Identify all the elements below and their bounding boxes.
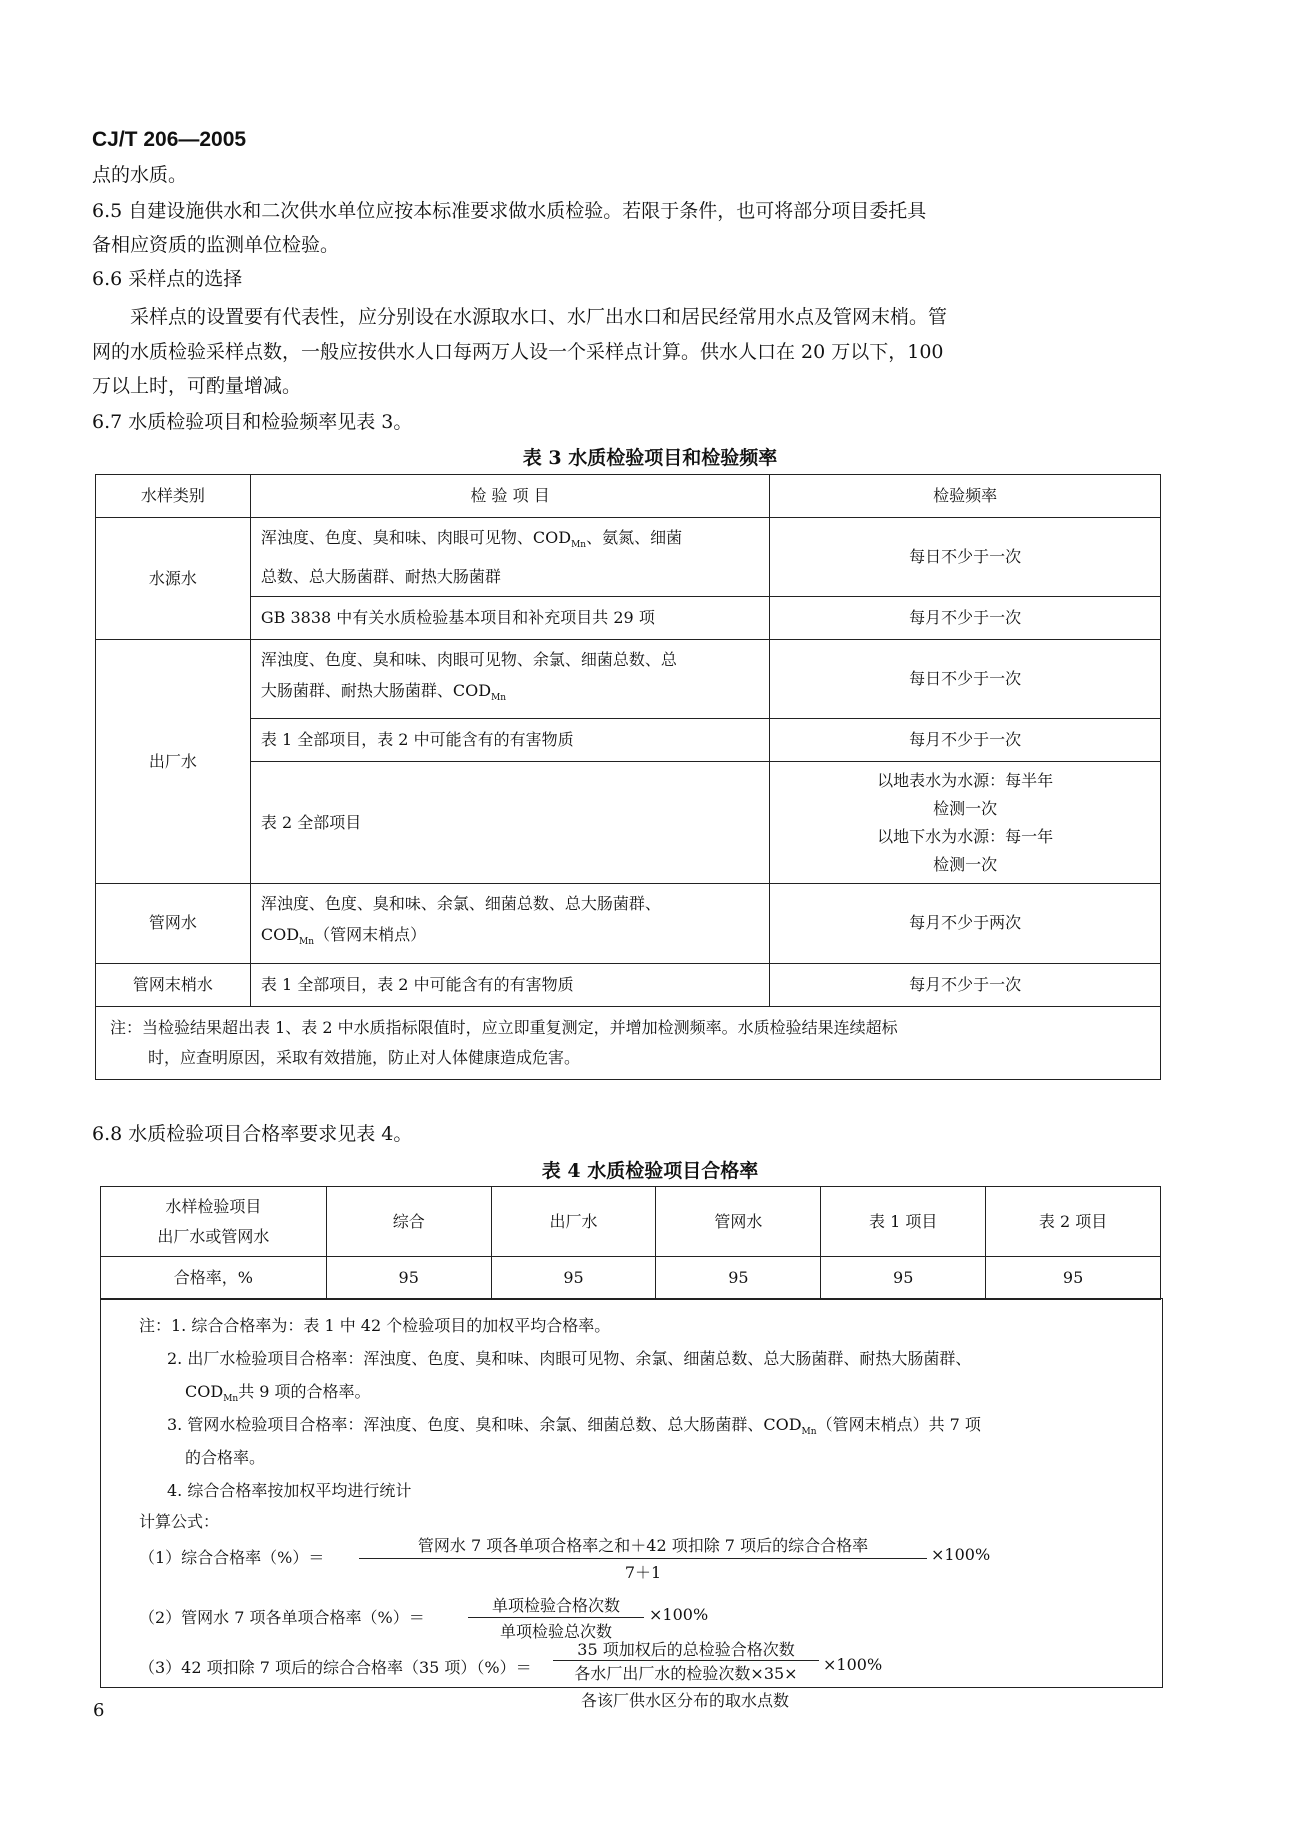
freq-line: 以地表水为水源：每半年 — [877, 770, 1054, 790]
table-header-row — [101, 1187, 1161, 1257]
items-text: 浑浊度、色度、臭和味、肉眼可见物、余氯、细菌总数、总 — [260, 650, 677, 670]
note-line — [167, 1412, 981, 1437]
frequency-cell: 每月不少于一次 — [770, 719, 1161, 762]
items-cell: 表 1 全部项目，表 2 中可能含有的有害物质 — [250, 719, 770, 762]
formula-1-denominator: 7＋1 — [624, 1563, 662, 1582]
header-line: 水样检验项目 — [165, 1196, 262, 1216]
value-cell: 95 — [986, 1257, 1161, 1300]
category-source-water: 水源水 — [96, 518, 251, 640]
note-line: 时，应查明原因，采取有效措施，防止对人体健康造成危害。 — [148, 1047, 581, 1067]
items-cell — [250, 884, 770, 963]
formula-2-numerator: 单项检验合格次数 — [491, 1596, 620, 1615]
frequency-cell: 每日不少于一次 — [770, 640, 1161, 719]
formula-1-numerator: 管网水 7 项各单项合格率之和＋42 项扣除 7 项后的综合合格率 — [417, 1536, 869, 1555]
items-text: COD — [260, 925, 300, 945]
table-4-notes — [100, 1298, 1163, 1688]
header-table2-items: 表 2 项目 — [986, 1187, 1161, 1257]
items-text: 浑浊度、色度、臭和味、余氯、细菌总数、总大肠菌群、 — [260, 894, 661, 914]
header-network: 管网水 — [656, 1187, 821, 1257]
formula-2-label: （2）管网水 7 项各单项合格率（%）＝ — [139, 1608, 425, 1627]
items-cell: 表 1 全部项目，表 2 中可能含有的有害物质 — [250, 963, 770, 1006]
table-row — [96, 597, 1161, 640]
formula-2-denominator: 单项检验总次数 — [499, 1622, 612, 1641]
header-category: 水样类别 — [96, 475, 251, 518]
value-cell: 95 — [821, 1257, 986, 1300]
subscript: Mn — [491, 693, 507, 704]
note-line: 注：1. 综合合格率为：表 1 中 42 个检验项目的加权平均合格率。 — [139, 1316, 611, 1335]
header-plant: 出厂水 — [491, 1187, 656, 1257]
subscript: Mn — [299, 937, 315, 948]
note-line: 4. 综合合格率按加权平均进行统计 — [167, 1481, 412, 1500]
frequency-cell — [770, 762, 1161, 884]
cod-text: COD — [185, 1382, 224, 1401]
table-row — [101, 1257, 1161, 1300]
section-6-6-heading: 6.6 采样点的选择 — [92, 268, 243, 290]
freq-line: 检测一次 — [933, 854, 998, 874]
standard-number: CJ/T 206—2005 — [92, 128, 247, 151]
table-4-caption: 表 4 水质检验项目合格率 — [541, 1160, 759, 1182]
formula-3-label: （3）42 项扣除 7 项后的综合合格率（35 项）（%）＝ — [139, 1658, 532, 1677]
formula-3-numerator: 35 项加权后的总检验合格次数 — [577, 1640, 795, 1659]
table-3-caption: 表 3 水质检验项目和检验频率 — [522, 447, 778, 469]
frequency-cell: 每日不少于一次 — [770, 518, 1161, 597]
formula-3-tail: ×100% — [823, 1655, 883, 1674]
formula-heading: 计算公式： — [139, 1512, 220, 1531]
table-row — [96, 884, 1161, 963]
note-text: （管网末梢点）共 7 项 — [816, 1415, 981, 1434]
note-text: 共 9 项的合格率。 — [238, 1382, 371, 1401]
note-line: 的合格率。 — [185, 1448, 266, 1467]
table-3-note — [96, 1006, 1161, 1079]
subscript: Mn — [571, 540, 587, 551]
subscript: Mn — [223, 1394, 239, 1405]
table-row — [96, 963, 1161, 1006]
header-first — [101, 1187, 327, 1257]
table-header-row — [96, 475, 1161, 518]
paragraph-line: 点的水质。 — [92, 164, 188, 186]
items-text: 浑浊度、色度、臭和味、肉眼可见物、COD — [260, 528, 572, 547]
value-cell: 95 — [491, 1257, 656, 1300]
items-text: 总数、总大肠菌群、耐热大肠菌群 — [260, 567, 501, 587]
formula-3-subdenominator: 各该厂供水区分布的取水点数 — [580, 1691, 789, 1710]
items-cell: GB 3838 中有关水质检验基本项目和补充项目共 29 项 — [250, 597, 770, 640]
paragraph-6-8: 6.8 水质检验项目合格率要求见表 4。 — [92, 1123, 413, 1145]
note-line: 2. 出厂水检验项目合格率：浑浊度、色度、臭和味、肉眼可见物、余氯、细菌总数、总大肠菌群、耐热大肠菌群、 — [167, 1349, 972, 1368]
items-text: 、氨氮、细菌 — [586, 528, 683, 547]
frequency-cell: 每月不少于一次 — [770, 597, 1161, 640]
paragraph-6-7: 6.7 水质检验项目和检验频率见表 3。 — [92, 411, 413, 433]
table-row — [96, 640, 1161, 719]
table-row — [96, 518, 1161, 597]
page-number: 6 — [93, 1700, 105, 1721]
note-text: 3. 管网水检验项目合格率：浑浊度、色度、臭和味、余氯、细菌总数、总大肠菌群、COD — [167, 1415, 802, 1434]
items-text: 大肠菌群、耐热大肠菌群、COD — [260, 681, 492, 701]
formula-3-denominator: 各水厂出厂水的检验次数×35× — [574, 1664, 798, 1683]
items-cell — [250, 518, 770, 597]
table-4 — [100, 1186, 1161, 1300]
category-network-water: 管网水 — [96, 884, 251, 963]
paragraph-line: 网的水质检验采样点数，一般应按供水人口每两万人设一个采样点计算。供水人口在 20 万以下，100 — [92, 341, 944, 363]
items-cell: 表 2 全部项目 — [250, 762, 770, 884]
paragraph-line: 采样点的设置要有代表性，应分别设在水源取水口、水厂出水口和居民经常用水点及管网末梢。管 — [130, 306, 948, 328]
items-cell — [250, 640, 770, 719]
value-cell: 95 — [656, 1257, 821, 1300]
items-text: （管网末梢点） — [314, 925, 427, 945]
header-table1-items: 表 1 项目 — [821, 1187, 986, 1257]
header-overall: 综合 — [326, 1187, 491, 1257]
note-line — [185, 1379, 371, 1404]
table-row — [96, 762, 1161, 884]
paragraph-6-5: 6.5 自建设施供水和二次供水单位应按本标准要求做水质检验。若限于条件，也可将部分项目委托具 — [92, 200, 927, 222]
paragraph-line: 备相应资质的监测单位检验。 — [92, 234, 340, 256]
header-line: 出厂水或管网水 — [157, 1226, 270, 1246]
category-network-end-water: 管网末梢水 — [96, 963, 251, 1006]
formula-1-tail: ×100% — [931, 1545, 991, 1564]
table-row — [96, 719, 1161, 762]
header-items: 检 验 项 目 — [250, 475, 770, 518]
formula-2-tail: ×100% — [649, 1605, 709, 1624]
paragraph-line: 万以上时，可酌量增减。 — [92, 375, 302, 397]
table-3 — [95, 474, 1161, 1080]
header-frequency: 检验频率 — [770, 475, 1161, 518]
table-note-row — [96, 1006, 1161, 1079]
value-cell: 95 — [326, 1257, 491, 1300]
frequency-cell: 每月不少于一次 — [770, 963, 1161, 1006]
freq-line: 检测一次 — [933, 798, 998, 818]
category-plant-water: 出厂水 — [96, 640, 251, 884]
subscript: Mn — [801, 1427, 817, 1438]
row-label: 合格率，% — [101, 1257, 327, 1300]
freq-line: 以地下水为水源：每一年 — [877, 826, 1054, 846]
note-line: 注：当检验结果超出表 1、表 2 中水质指标限值时，应立即重复测定，并增加检测频率。水质检验结果连续超标 — [110, 1017, 898, 1037]
frequency-cell: 每月不少于两次 — [770, 884, 1161, 963]
formula-1-label: （1）综合合格率（%）＝ — [139, 1548, 325, 1567]
